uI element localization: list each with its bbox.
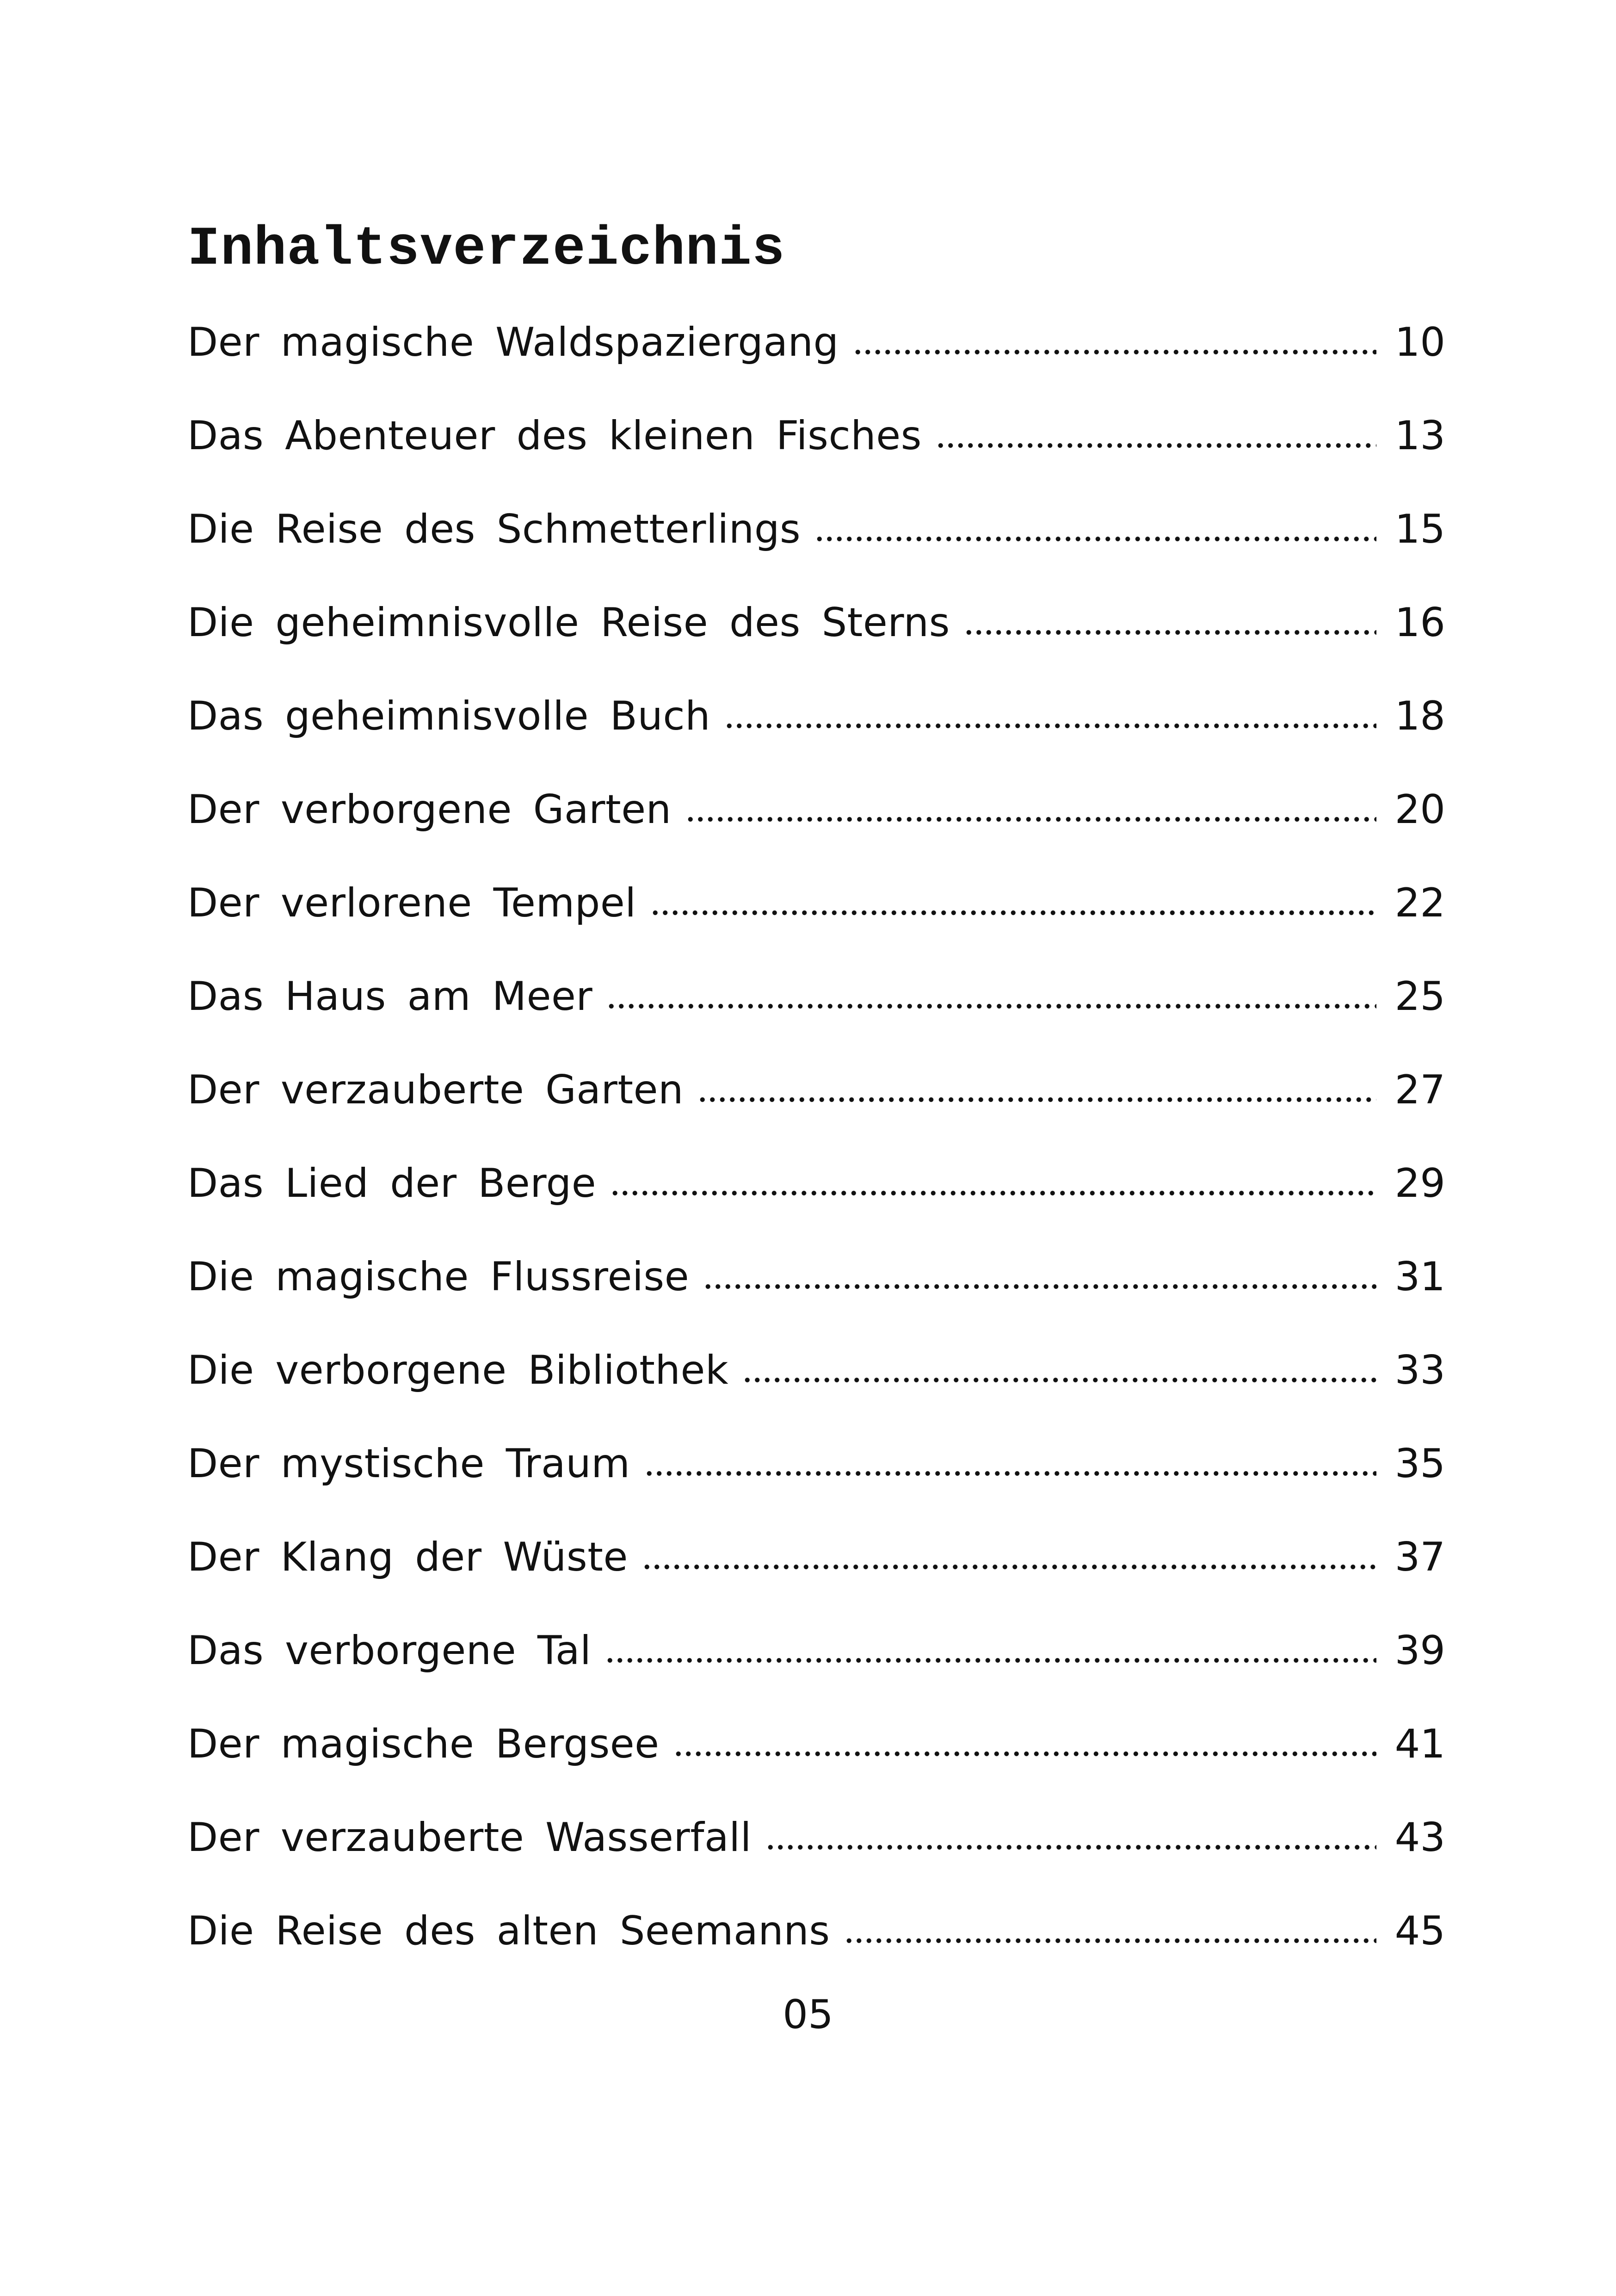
toc-entry-title: Der verzauberte Wasserfall xyxy=(187,1814,752,1861)
toc-entry xyxy=(187,1062,1445,1156)
toc-entry xyxy=(187,1156,1445,1249)
page-title: Inhaltsverzeichnis xyxy=(187,219,785,280)
toc-entry xyxy=(187,1623,1445,1716)
toc-dot-leader xyxy=(844,1938,1376,1943)
toc-entry-title: Die Reise des Schmetterlings xyxy=(187,506,801,552)
toc-entry-title: Die Reise des alten Seemanns xyxy=(187,1908,830,1954)
toc-dot-leader xyxy=(644,1471,1376,1476)
toc-dot-leader xyxy=(936,443,1376,448)
toc-entry-page: 29 xyxy=(1394,1160,1445,1207)
toc-entry xyxy=(187,688,1445,782)
toc-entry-title: Der verlorene Tempel xyxy=(187,880,636,926)
toc-entry-title: Das Lied der Berge xyxy=(187,1160,597,1207)
toc-dot-leader xyxy=(650,910,1376,916)
toc-entry-title: Die geheimnisvolle Reise des Sterns xyxy=(187,600,950,646)
toc-dot-leader xyxy=(642,1564,1376,1570)
toc-entry-page: 22 xyxy=(1394,880,1445,926)
toc-dot-leader xyxy=(697,1097,1376,1102)
toc-entry xyxy=(187,315,1445,408)
toc-entry-page: 27 xyxy=(1394,1067,1445,1113)
toc-list xyxy=(187,315,1445,1997)
toc-dot-leader xyxy=(964,630,1376,635)
toc-entry xyxy=(187,1436,1445,1529)
toc-entry-page: 10 xyxy=(1394,319,1445,365)
toc-entry xyxy=(187,1810,1445,1903)
toc-entry-title: Das Haus am Meer xyxy=(187,973,593,1020)
toc-entry-title: Der magische Bergsee xyxy=(187,1721,660,1767)
toc-entry-title: Die magische Flussreise xyxy=(187,1254,690,1300)
toc-entry xyxy=(187,875,1445,969)
toc-dot-leader xyxy=(724,723,1376,729)
toc-dot-leader xyxy=(853,349,1376,355)
toc-entry-title: Das geheimnisvolle Buch xyxy=(187,693,711,739)
toc-entry-page: 20 xyxy=(1394,786,1445,833)
toc-entry xyxy=(187,1903,1445,1997)
toc-dot-leader xyxy=(742,1377,1376,1383)
toc-entry-title: Der mystische Traum xyxy=(187,1441,630,1487)
toc-entry-page: 45 xyxy=(1394,1908,1445,1954)
toc-entry-title: Das Abenteuer des kleinen Fisches xyxy=(187,413,922,459)
toc-dot-leader xyxy=(605,1658,1376,1663)
page-number: 05 xyxy=(783,1992,833,2038)
toc-dot-leader xyxy=(765,1844,1376,1850)
toc-dot-leader xyxy=(703,1284,1376,1289)
toc-entry-title: Der magische Waldspaziergang xyxy=(187,319,839,365)
toc-entry-title: Die verborgene Bibliothek xyxy=(187,1347,729,1393)
toc-entry-title: Das verborgene Tal xyxy=(187,1628,592,1674)
toc-dot-leader xyxy=(606,1003,1376,1009)
toc-entry xyxy=(187,1716,1445,1810)
toc-entry-title: Der Klang der Wüste xyxy=(187,1534,628,1580)
toc-entry-page: 37 xyxy=(1394,1534,1445,1580)
toc-entry xyxy=(187,408,1445,501)
toc-entry-page: 39 xyxy=(1394,1628,1445,1674)
toc-entry xyxy=(187,501,1445,595)
toc-entry-title: Der verzauberte Garten xyxy=(187,1067,684,1113)
toc-entry xyxy=(187,782,1445,875)
toc-entry-page: 13 xyxy=(1394,413,1445,459)
toc-entry xyxy=(187,1343,1445,1436)
toc-entry-page: 25 xyxy=(1394,973,1445,1020)
toc-entry xyxy=(187,1529,1445,1623)
toc-dot-leader xyxy=(814,536,1376,542)
toc-entry-page: 41 xyxy=(1394,1721,1445,1767)
toc-entry xyxy=(187,969,1445,1062)
toc-dot-leader xyxy=(673,1751,1376,1757)
toc-entry-page: 18 xyxy=(1394,693,1445,739)
toc-entry-page: 33 xyxy=(1394,1347,1445,1393)
toc-entry-page: 15 xyxy=(1394,506,1445,552)
toc-entry xyxy=(187,595,1445,688)
toc-entry-page: 16 xyxy=(1394,600,1445,646)
toc-entry xyxy=(187,1249,1445,1343)
toc-entry-page: 43 xyxy=(1394,1814,1445,1861)
toc-entry-page: 35 xyxy=(1394,1441,1445,1487)
toc-entry-page: 31 xyxy=(1394,1254,1445,1300)
toc-entry-title: Der verborgene Garten xyxy=(187,786,672,833)
toc-dot-leader xyxy=(610,1190,1376,1196)
toc-dot-leader xyxy=(685,817,1376,822)
